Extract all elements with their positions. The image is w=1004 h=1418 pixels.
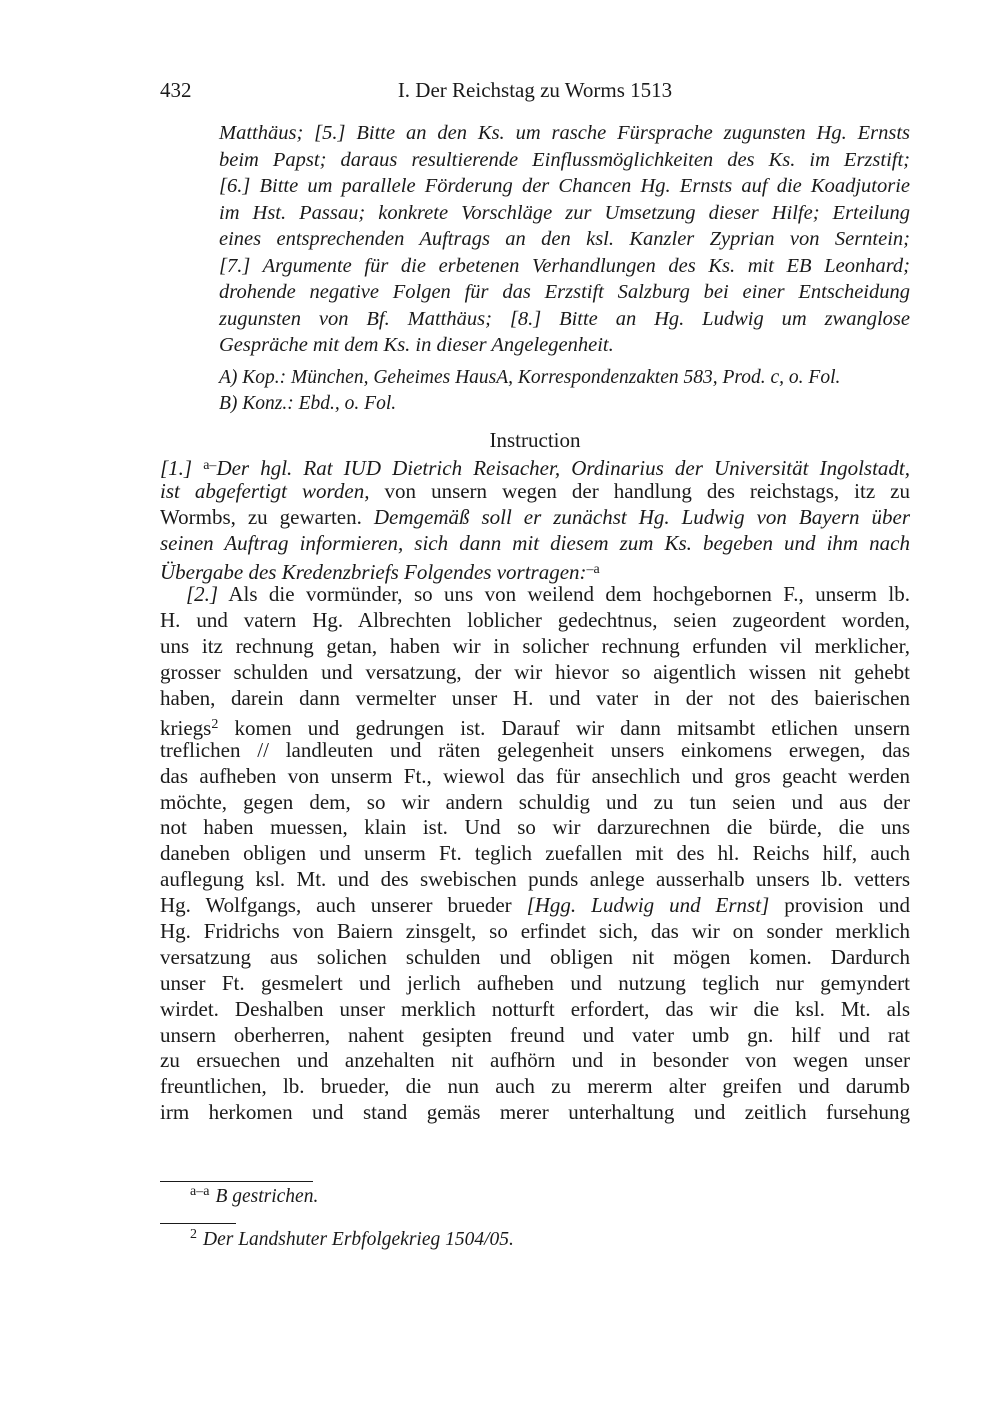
body-line	[160, 582, 910, 608]
body-line	[160, 557, 910, 583]
footnote-mark: 2	[190, 1227, 197, 1242]
footnote-text: Der Landshuter Erbfolgekrieg 1504/05.	[203, 1229, 514, 1250]
footnote-ref: 2	[211, 716, 219, 732]
summary-line: [7.] Argumente für die erbetenen Verhandlungen des Ks. mit EB Leonhard;	[219, 254, 910, 277]
body-line: das aufheben von unserm Ft., wiewol das für ansechlich und gros geacht werden	[160, 763, 910, 788]
text-segment: Der hgl. Rat IUD Dietrich Reisacher, Ordinarius der Universität Ingolstadt,	[216, 456, 910, 480]
body-line: uns itz rechnung getan, haben wir in solicher rechnung erfunden vil merklicher,	[160, 634, 910, 659]
source-list	[219, 365, 910, 416]
body-line: unsern oberherren, nahent gesipten freund und vater umb gn. hilf und rat	[160, 1022, 910, 1047]
body-line: seinen Auftrag informieren, sich dann mit diesem zum Ks. begeben und ihm nach	[160, 530, 910, 555]
text-segment: Als die vormünder, so uns von weilend dem hochgebornen F., unserm lb.	[228, 582, 910, 607]
body-line: daneben obligen und unserm Ft. teglich zuefallen mit des hl. Reichs hilf, auch	[160, 841, 910, 866]
summary-line: drohende negative Folgen für das Erzstift Salzburg bei einer Entscheidung	[219, 281, 910, 303]
body-line: unser Ft. gesmelert und jerlich aufheben und nutzung teglich nur gemyndert	[160, 970, 910, 995]
body-line: freuntlichen, lb. brueder, die nun auch zu mererm alter greifen und darumb	[160, 1074, 910, 1099]
section-heading: Instruction	[489, 428, 581, 452]
body-line: wirdet. Deshalben unser merklich notturft erfordert, das wir die ksl. Mt. als	[160, 996, 910, 1021]
text-segment: Demgemäß soll er zunächst Hg. Ludwig von Bayern über	[373, 504, 911, 529]
body-line	[160, 505, 910, 531]
summary-line: Gespräche mit dem Ks. in dieser Angelegenheit.	[219, 334, 614, 356]
running-title: I. Der Reichstag zu Worms 1513	[397, 78, 673, 102]
body-line: H. und vatern Hg. Albrechten loblicher gedechtnus, seien zugeordent worden,	[160, 608, 910, 633]
body-line: not haben muessen, klain ist. Und so wir darzurechnen die bürde, die uns	[160, 815, 910, 840]
summary-line: eines entsprechenden Auftrags an den ksl. Kanzler Zyprian von Serntein;	[219, 228, 910, 250]
page-header	[160, 78, 910, 108]
document-body	[160, 453, 910, 1126]
text-segment: komen und gedrungen ist. Darauf wir dann mitsambt etlichen unsern	[218, 715, 910, 740]
summary-regest	[219, 120, 910, 359]
footnote-variant	[190, 1184, 318, 1208]
summary-line: [6.] Bitte um parallele Förderung der Chancen Hg. Ernsts auf die Koadjutorie	[219, 175, 910, 197]
text-segment: von unsern wegen der handlung des reichstags, itz zu	[384, 478, 911, 503]
text-segment: Wormbs, zu gewarten.	[160, 504, 362, 529]
body-line: möchte, gegen dem, so wir andern schuldig und zu tun seien und aus der	[160, 789, 910, 814]
body-line: Hg. Fridrichs von Baiern zinsgelt, so erfindet sich, das wir on sonder merklich	[160, 919, 910, 944]
summary-line: beim Papst; daraus resultierende Einflussmöglichkeiten des Ks. im Erzstift;	[219, 148, 910, 171]
paragraph-label: [2.]	[186, 582, 219, 607]
source-entry: B) Konz.: Ebd., o. Fol.	[219, 392, 397, 414]
paragraph-label: [1.]	[160, 456, 193, 480]
variant-mark: a–	[203, 458, 217, 473]
variant-mark: –a	[586, 561, 600, 577]
body-line: grosser schulden und versatzung, der wir hievor so aigentlich wissen nit gehebt	[160, 660, 910, 685]
body-line: zu ersuechen und anzehalten nit aufhörn und in besonder von wegen unser	[160, 1048, 910, 1073]
footnote-text: B gestrichen.	[215, 1186, 319, 1207]
footnote-divider	[160, 1223, 236, 1224]
editorial-insert: [Hgg. Ludwig und Ernst]	[526, 893, 770, 918]
body-line	[160, 479, 910, 505]
summary-line: im Hst. Passau; konkrete Vorschläge zur Umsetzung dieser Hilfe; Erteilung	[219, 201, 910, 224]
body-line	[160, 712, 910, 738]
body-line	[160, 453, 910, 479]
footnote-divider	[160, 1181, 313, 1182]
text-segment: kriegs	[160, 715, 212, 740]
body-line: irm herkomen und stand gemäs merer unterhaltung und zeitlich fursehung	[160, 1100, 910, 1125]
text-segment: Übergabe des Kredenzbriefs Folgendes vortragen:	[160, 559, 587, 584]
body-line: auflegung ksl. Mt. und des swebischen punds anlege ausserhalb unsers lb. vetters	[160, 867, 910, 892]
body-line: haben, darein dann vermelter unser H. und vater in der not des baierischen	[160, 686, 910, 711]
source-entry: A) Kop.: München, Geheimes HausA, Korrespondenzakten 583, Prod. c, o. Fol.	[219, 367, 841, 388]
body-line	[160, 893, 910, 919]
footnote-commentary	[190, 1227, 514, 1251]
text-segment: ist abgefertigt worden,	[160, 478, 370, 503]
body-line: versatzung aus solichen schulden und obligen nit mögen komen. Dardurch	[160, 944, 910, 969]
page-number: 432	[160, 78, 192, 102]
body-line: treflichen // landleuten und räten gelegenheit unsers einkomens erwegen, das	[160, 737, 910, 762]
summary-line: zugunsten von Bf. Matthäus; [8.] Bitte an Hg. Ludwig um zwanglose	[219, 307, 910, 330]
summary-line: Matthäus; [5.] Bitte an den Ks. um rasche Fürsprache zugunsten Hg. Ernsts	[219, 122, 910, 144]
text-segment: Hg. Wolfgangs, auch unserer brueder	[160, 893, 512, 918]
text-segment: provision und	[784, 893, 910, 918]
footnote-mark: a–a	[190, 1184, 210, 1199]
